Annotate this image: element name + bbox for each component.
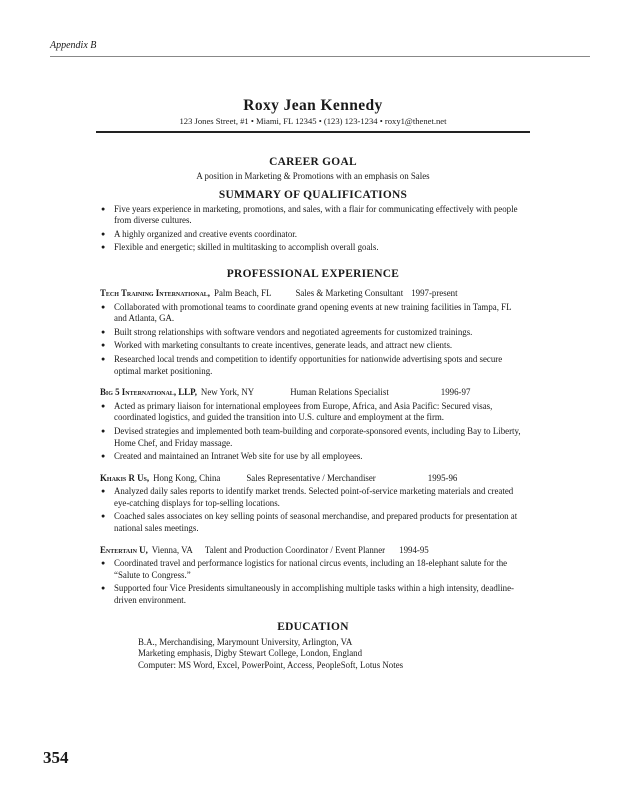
job-bullets	[100, 302, 526, 378]
job-title: Talent and Production Coordinator / Event Planner	[204, 544, 386, 555]
job-header	[100, 387, 526, 399]
job-entry	[100, 473, 526, 535]
job-bullets	[100, 401, 526, 463]
job-bullet: ● Collaborated with promotional teams to coordinate grand opening events at new training facilities in Tampa, FL and Atlanta, GA.	[100, 302, 526, 325]
job-header	[100, 288, 526, 300]
job-dates: 1997-present	[411, 287, 458, 298]
job-location: Hong Kong, China	[153, 472, 221, 483]
job-bullet: ● Worked with marketing consultants to create incentives, generate leads, and attract new clients.	[100, 340, 526, 352]
header-divider	[50, 56, 590, 57]
education-line: B.A., Merchandising, Marymount University, Arlington, VA	[138, 636, 353, 647]
job-dates: 1996-97	[440, 387, 471, 398]
job-bullets	[100, 486, 526, 534]
job-bullet: ● Supported four Vice Presidents simultaneously in accomplishing multiple tasks within a high intensity, deadline-driven environment.	[100, 583, 526, 606]
summary-list	[100, 204, 526, 254]
education-heading: EDUCATION	[277, 620, 349, 633]
job-bullet: ● Created and maintained an Intranet Web site for use by all employees.	[100, 451, 526, 463]
job-bullet: ● Devised strategies and implemented both team-building and corporate-sponsored events, including Bay to Liberty, Home Chef, and Friday massage.	[100, 426, 526, 449]
name-divider	[96, 131, 530, 133]
job-company: Entertain U,	[100, 544, 148, 555]
summary-item: ● Flexible and energetic; skilled in multitasking to accomplish overall goals.	[100, 242, 526, 254]
resume	[100, 97, 526, 672]
job-header	[100, 473, 526, 485]
job-company: Big 5 International, LLP,	[100, 387, 197, 398]
job-bullet: ● Coordinated travel and performance logistics for national circus events, including an 18-elephant salute for the “Salute to Congress.”	[100, 558, 526, 581]
running-head: Appendix B	[50, 40, 97, 51]
resume-name: Roxy Jean Kennedy	[243, 97, 383, 114]
job-company: Tech Training International,	[100, 287, 211, 298]
job-title: Sales Representative / Merchandiser	[246, 472, 376, 483]
summary-heading: SUMMARY OF QUALIFICATIONS	[218, 188, 408, 201]
education-line: Marketing emphasis, Digby Stewart College, London, England	[138, 648, 363, 659]
job-title: Human Relations Specialist	[290, 387, 389, 398]
education-list	[138, 637, 526, 672]
job-dates: 1995-96	[427, 472, 458, 483]
career-goal-text: A position in Marketing & Promotions with an emphasis on Sales	[196, 171, 430, 181]
job-header	[100, 545, 526, 557]
job-bullet: ● Coached sales associates on key selling points of seasonal merchandise, and prepared products for presentation at national sales meetings.	[100, 511, 526, 534]
job-title: Sales & Marketing Consultant	[295, 287, 404, 298]
job-dates: 1994-95	[399, 544, 429, 555]
job-bullet: ● Researched local trends and competition to identify opportunities for nationwide advertising spots and secure optimal market positioning.	[100, 354, 526, 377]
experience-heading: PROFESSIONAL EXPERIENCE	[226, 267, 400, 280]
career-goal-heading: CAREER GOAL	[269, 156, 357, 168]
job-entry	[100, 288, 526, 377]
job-location: Vienna, VA	[151, 544, 193, 555]
education-line: Computer: MS Word, Excel, PowerPoint, Access, PeopleSoft, Lotus Notes	[138, 660, 404, 671]
job-entry	[100, 545, 526, 607]
job-bullets	[100, 558, 526, 606]
summary-item: ● A highly organized and creative events coordinator.	[100, 229, 526, 241]
contact-line: 123 Jones Street, #1 • Miami, FL 12345 • (123) 123-1234 • roxy1@thenet.net	[179, 116, 447, 126]
job-location: New York, NY	[200, 387, 255, 398]
job-entry	[100, 387, 526, 463]
job-bullet: ● Built strong relationships with software vendors and negotiated agreements for customized trainings.	[100, 327, 526, 339]
job-company: Khakis R Us,	[100, 472, 150, 483]
job-location: Palm Beach, FL	[214, 287, 272, 298]
summary-item: ● Five years experience in marketing, promotions, and sales, with a flair for communicating effectively with people from diverse cultures.	[100, 204, 526, 227]
job-bullet: ● Analyzed daily sales reports to identify market trends. Selected point-of-service marketing materials and created eye-catching displays for top-selling locations.	[100, 486, 526, 509]
page-number: 354	[43, 748, 69, 767]
job-bullet: ● Acted as primary liaison for international employees from Europe, Africa, and Asia Pacific: Secured visas, coordinated logistics, and guided the transition into U.S. culture and employment at the firm.	[100, 401, 526, 424]
